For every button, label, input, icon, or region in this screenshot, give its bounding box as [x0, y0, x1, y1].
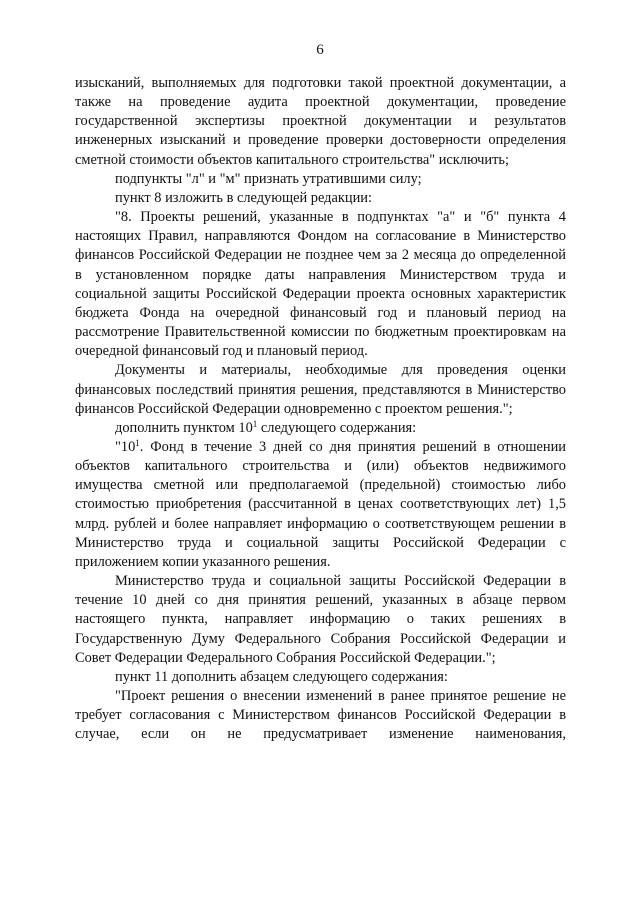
paragraph-ministry-notification: Министерство труда и социальной защиты Российской Федерации в течение 10 дней со дня принятия решений, указанных в абзаце первом настоящего пункта, направляет информацию о таких решениях в Государственную Думу Федерального Собрания Российской Федерации и Совет Федерации Федерального Собрания Российской Федерации.";: [75, 573, 566, 666]
item-10-1-text-after: . Фонд в течение 3 дней со дня принятия решений в отношении объектов капитального строительства и (или) объектов недвижимого имущества сметной или предполагаемой (предельной) стоимостью либо стоимостью приобретения (рассчитанной в ценах соответствующих лет) 1,5 млрд. рублей и более направляет информацию о соответствующем решении в Министерство труда и социальной защиты Российской Федерации с приложением копии указанного решения.: [75, 438, 566, 570]
paragraph-documents-materials: Документы и материалы, необходимые для проведения оценки финансовых последствий принятия решения, представляются в Министерство финансов Российской Федерации одновременно с проектом решения.";: [75, 362, 566, 417]
item-10-1-text-before: "10: [115, 438, 136, 455]
paragraph-item-10-1-text: [75, 438, 566, 572]
page-number: 6: [316, 42, 324, 58]
item-10-1-intro-superscript: 1: [252, 418, 258, 429]
item-10-1-intro-before: дополнить пунктом 10: [115, 419, 253, 436]
item-10-1-text-superscript: 1: [135, 437, 140, 448]
document-body: [75, 74, 566, 744]
paragraph-continuation: изысканий, выполняемых для подготовки такой проектной документации, а также на проведение аудита проектной документации, проведение государственной экспертизы проектной документации и результатов инженерных изысканий и проведение проверки достоверности определения сметной стоимости объектов капитального строительства" исключить;: [75, 75, 566, 168]
paragraph-item-8-text: "8. Проекты решений, указанные в подпунктах "а" и "б" пункта 4 настоящих Правил, направляются Фондом на согласование в Министерство финансов Российской Федерации не позднее чем за 2 месяца до определенной в установленном порядке даты направления Министерством труда и социальной защиты Российской Федерации проекта основных характеристик бюджета Фонда на очередной финансовый год и плановый период на рассмотрение Правительственной комиссии по бюджетным проектировкам на очередной финансовый год и плановый период.: [75, 209, 566, 360]
paragraph-item-8-intro: пункт 8 изложить в следующей редакции:: [115, 189, 372, 206]
paragraph-subitems-repealed: подпункты "л" и "м" признать утратившими силу;: [115, 170, 422, 187]
paragraph-item-11-intro: пункт 11 дополнить абзацем следующего содержания:: [115, 668, 448, 685]
item-10-1-intro-after: следующего содержания:: [257, 419, 417, 436]
paragraph-item-11-text: "Проект решения о внесении изменений в ранее принятое решение не требует согласования с Министерством финансов Российской Федерации в случае, если он не предусматривает изменение наименования,: [75, 688, 566, 743]
paragraph-item-10-1-intro: [75, 419, 566, 438]
